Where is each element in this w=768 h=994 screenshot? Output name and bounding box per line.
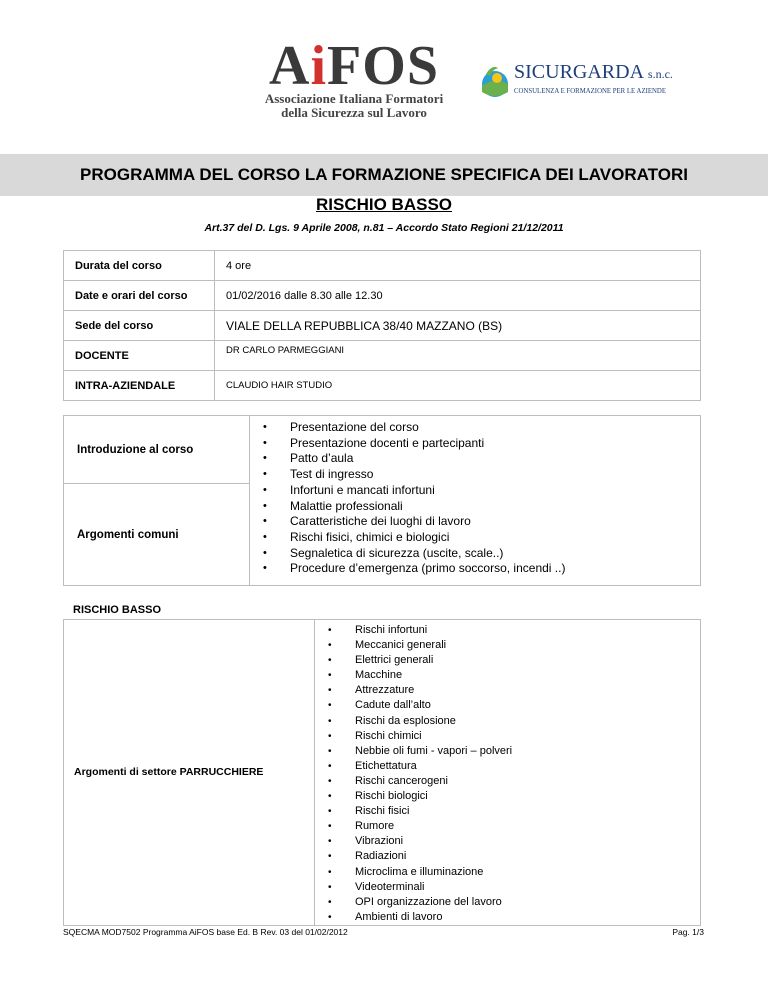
company-label: INTRA-AZIENDALE bbox=[64, 371, 215, 401]
teacher-value: DR CARLO PARMEGGIANI bbox=[215, 341, 701, 371]
list-item: • Patto d’aula bbox=[250, 451, 700, 467]
page-title: PROGRAMMA DEL CORSO LA FORMAZIONE SPECIFICA DEI LAVORATORI bbox=[80, 165, 688, 184]
sicurgarda-emblem-icon bbox=[478, 62, 512, 100]
list-item: • Caratteristiche dei luoghi di lavoro bbox=[250, 514, 700, 530]
aifos-logo bbox=[252, 35, 456, 120]
list-item: • Rischi biologici bbox=[315, 789, 700, 804]
list-item: • Attrezzature bbox=[315, 683, 700, 698]
list-item: • Ambienti di lavoro bbox=[315, 910, 700, 925]
table-row bbox=[64, 371, 701, 401]
list-item: • Presentazione docenti e partecipanti bbox=[250, 436, 700, 452]
section-heading: RISCHIO BASSO bbox=[73, 604, 162, 616]
list-item: • Meccanici generali bbox=[315, 638, 700, 653]
list-item: • Rischi da esplosione bbox=[315, 714, 700, 729]
list-item: • Malattie professionali bbox=[250, 499, 700, 515]
aifos-wordmark: AiFOS bbox=[269, 35, 439, 97]
list-item: • Videoterminali bbox=[315, 880, 700, 895]
intro-label: Introduzione al corso bbox=[64, 416, 250, 484]
list-item: • Vibrazioni bbox=[315, 834, 700, 849]
company-value: CLAUDIO HAIR STUDIO bbox=[215, 371, 701, 401]
sicurgarda-tagline: CONSULENZA E FORMAZIONE PER LE AZIENDE bbox=[514, 88, 666, 95]
footer-page-number: Pag. 1/3 bbox=[672, 927, 704, 937]
page-subtitle: RISCHIO BASSO bbox=[315, 195, 453, 214]
list-item: • Rischi infortuni bbox=[315, 623, 700, 638]
list-item: • Presentazione del corso bbox=[250, 420, 700, 436]
list-item: • Etichettatura bbox=[315, 759, 700, 774]
sicurgarda-name: SICURGARDA s.n.c. bbox=[514, 61, 673, 83]
footer-doc-code: SQECMA MOD7502 Programma AiFOS base Ed. B Rev. 03 del 01/02/2012 bbox=[63, 927, 348, 937]
list-item: • Cadute dall’alto bbox=[315, 698, 700, 713]
list-item: • Microclima e illuminazione bbox=[315, 865, 700, 880]
list-item: • Radiazioni bbox=[315, 849, 700, 864]
dates-label: Date e orari del corso bbox=[64, 281, 215, 311]
aifos-subtitle-line1: Associazione Italiana Formatori bbox=[264, 91, 444, 106]
list-item: • Rumore bbox=[315, 819, 700, 834]
list-item: • Segnaletica di sicurezza (uscite, scale..) bbox=[250, 546, 700, 562]
teacher-label: DOCENTE bbox=[64, 341, 215, 371]
list-item: • Procedure d’emergenza (primo soccorso, incendi ..) bbox=[250, 561, 700, 577]
topics-list bbox=[250, 420, 700, 577]
list-item: • Infortuni e mancati infortuni bbox=[250, 483, 700, 499]
topics-table bbox=[63, 415, 701, 586]
duration-label: Durata del corso bbox=[64, 251, 215, 281]
sector-list-cell bbox=[315, 620, 701, 926]
list-item: • OPI organizzazione del lavoro bbox=[315, 895, 700, 910]
list-item: • Elettrici generali bbox=[315, 653, 700, 668]
location-value: VIALE DELLA REPUBBLICA 38/40 MAZZANO (BS) bbox=[215, 311, 701, 341]
sector-topics-list bbox=[315, 623, 700, 925]
list-item: • Macchine bbox=[315, 668, 700, 683]
table-row bbox=[64, 251, 701, 281]
duration-value: 4 ore bbox=[215, 251, 701, 281]
aifos-subtitle-line2: della Sicurezza sul Lavoro bbox=[281, 105, 427, 120]
course-info-table bbox=[63, 250, 701, 401]
sicurgarda-logo bbox=[478, 60, 693, 104]
table-row bbox=[64, 620, 701, 926]
list-item: • Rischi chimici bbox=[315, 729, 700, 744]
table-row bbox=[64, 281, 701, 311]
sector-label: Argomenti di settore PARRUCCHIERE bbox=[64, 620, 315, 926]
list-item: • Rischi fisici bbox=[315, 804, 700, 819]
table-row bbox=[64, 311, 701, 341]
list-item: • Nebbie oli fumi - vapori – polveri bbox=[315, 744, 700, 759]
law-reference: Art.37 del D. Lgs. 9 Aprile 2008, n.81 – Accordo Stato Regioni 21/12/2011 bbox=[204, 222, 564, 234]
sector-topics-table bbox=[63, 619, 701, 926]
location-label: Sede del corso bbox=[64, 311, 215, 341]
list-item: • Rischi fisici, chimici e biologici bbox=[250, 530, 700, 546]
table-row bbox=[64, 341, 701, 371]
common-topics-label: Argomenti comuni bbox=[64, 484, 250, 586]
list-item: • Rischi cancerogeni bbox=[315, 774, 700, 789]
topics-list-cell bbox=[250, 416, 701, 586]
list-item: • Test di ingresso bbox=[250, 467, 700, 483]
dates-value: 01/02/2016 dalle 8.30 alle 12.30 bbox=[215, 281, 701, 311]
table-row bbox=[64, 416, 701, 484]
